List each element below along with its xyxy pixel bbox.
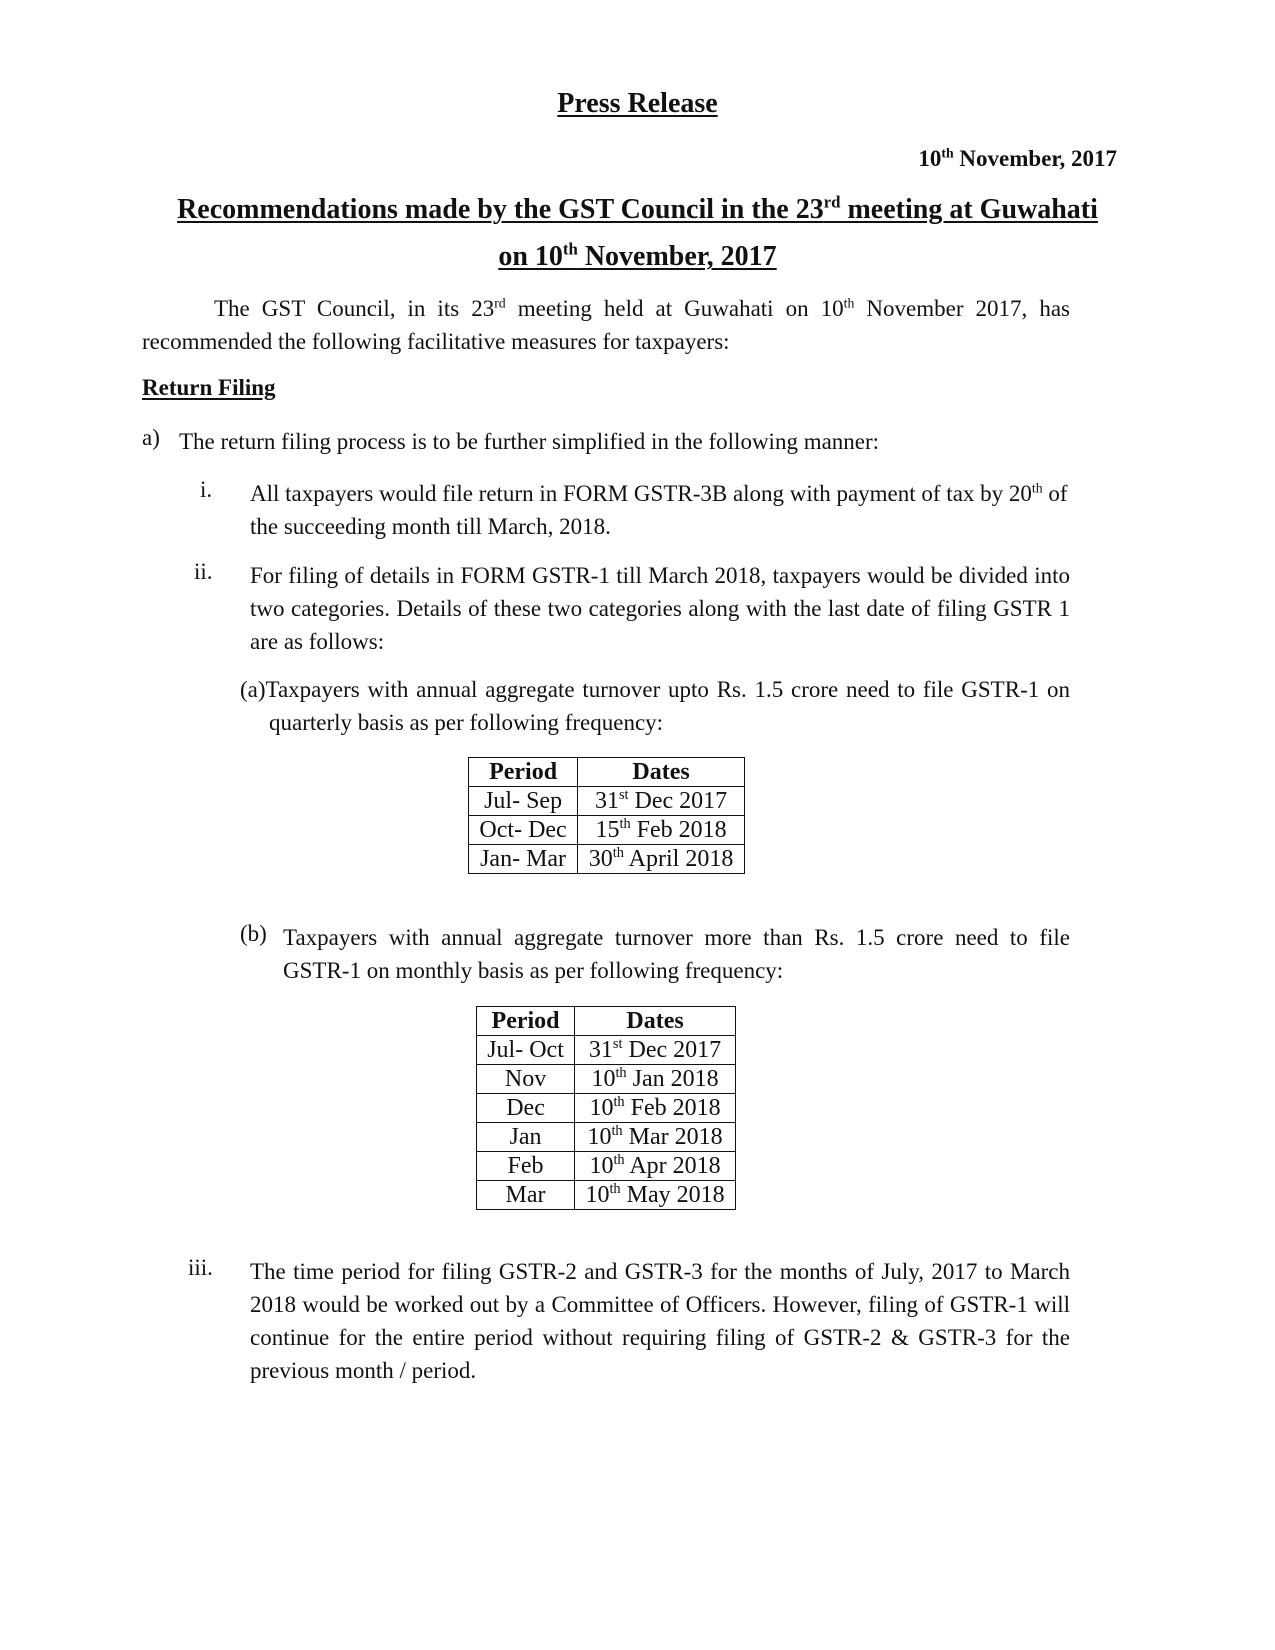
monthly-frequency-table [476, 1006, 736, 1210]
period-cell: Nov [477, 1065, 575, 1094]
point-i-number: i. [200, 477, 213, 502]
item-a-text: The return filing process is to be further simplified in the following manner: [179, 429, 880, 454]
release-date: 10th November, 2017 [918, 145, 1117, 171]
sub-a-text: (a)Taxpayers with annual aggregate turnover upto Rs. 1.5 crore need to file GSTR-1 on quarterly basis as per following frequency: [240, 677, 1070, 735]
point-iii-text: The time period for filing GSTR-2 and GSTR-3 for the months of July, 2017 to March 2018 would be worked out by a Committee of Officers. However, filing of GSTR-1 will continue for the entire period without requiring filing of GSTR-2 & GSTR-3 for the previous month / period. [250, 1259, 1070, 1383]
period-cell: Jan- Mar [469, 845, 578, 874]
table-header-row [469, 758, 745, 787]
period-cell: Jul- Sep [469, 787, 578, 816]
period-cell: Dec [477, 1094, 575, 1123]
table-row [469, 787, 745, 816]
date-cell: 10th May 2018 [575, 1181, 736, 1210]
date-cell: 31st Dec 2017 [575, 1036, 736, 1065]
table-row [477, 1123, 736, 1152]
column-header-dates: Dates [575, 1007, 736, 1036]
column-header-period: Period [469, 758, 578, 787]
heading-line-1: Recommendations made by the GST Council in the 23rd meeting at Guwahati [177, 192, 1098, 225]
quarterly-frequency-table [468, 757, 745, 874]
period-cell: Oct- Dec [469, 816, 578, 845]
date-cell: 10th Jan 2018 [575, 1065, 736, 1094]
point-i-text: All taxpayers would file return in FORM GSTR-3B along with payment of tax by 20th of the succeeding month till March, 2018. [250, 480, 1068, 539]
column-header-period: Period [477, 1007, 575, 1036]
date-cell: 15th Feb 2018 [578, 816, 745, 845]
table-row [477, 1065, 736, 1094]
date-cell: 31st Dec 2017 [578, 787, 745, 816]
point-iii-number: iii. [188, 1255, 213, 1280]
period-cell: Jul- Oct [477, 1036, 575, 1065]
column-header-dates: Dates [578, 758, 745, 787]
period-cell: Feb [477, 1152, 575, 1181]
table-row [469, 845, 745, 874]
table-row [469, 816, 745, 845]
date-cell: 30th April 2018 [578, 845, 745, 874]
sub-b-label: (b) [240, 921, 267, 946]
point-ii-text: For filing of details in FORM GSTR-1 till March 2018, taxpayers would be divided into two categories. Details of these two categories along with the last date of filing GSTR 1 are as follows: [250, 563, 1070, 654]
sub-b-text: Taxpayers with annual aggregate turnover more than Rs. 1.5 crore need to file GSTR-1 on monthly basis as per following frequency: [283, 925, 1070, 983]
point-ii-number: ii. [194, 559, 213, 584]
date-cell: 10th Mar 2018 [575, 1123, 736, 1152]
item-a-label: a) [142, 425, 160, 450]
date-cell: 10th Feb 2018 [575, 1094, 736, 1123]
section-title-return-filing: Return Filing [142, 375, 276, 400]
page-title: Press Release [557, 88, 718, 119]
period-cell: Mar [477, 1181, 575, 1210]
period-cell: Jan [477, 1123, 575, 1152]
date-cell: 10th Apr 2018 [575, 1152, 736, 1181]
intro-paragraph: The GST Council, in its 23rd meeting held at Guwahati on 10th November 2017, has recommended the following facilitative measures for taxpayers: [142, 295, 1070, 354]
table-row [477, 1181, 736, 1210]
heading-line-2: on 10th November, 2017 [498, 239, 777, 272]
table-row [477, 1152, 736, 1181]
table-row [477, 1036, 736, 1065]
table-header-row [477, 1007, 736, 1036]
table-row [477, 1094, 736, 1123]
